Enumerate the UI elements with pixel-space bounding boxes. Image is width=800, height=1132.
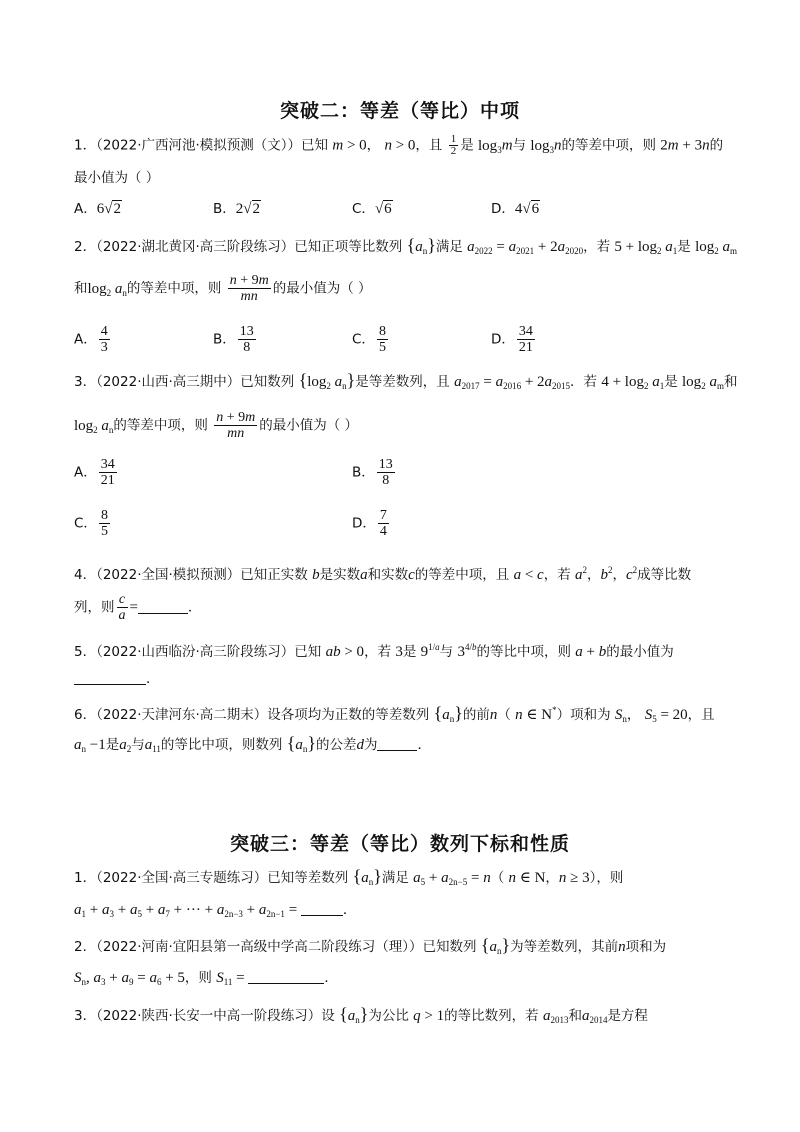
answer-blank-3-1[interactable] — [301, 901, 343, 916]
question-2-4-line2: 列，则 $\frac{c}{a}$ = ． — [74, 592, 202, 623]
question-2-3-line2: $\log_2 a_n$的等差中项，则 $\frac{n + 9m}{mn}$ 的最小值为（ ） — [74, 410, 359, 441]
option-2-2-a[interactable]: A． $\frac{4}{3}$ — [74, 324, 108, 355]
question-2-4-line1: 4．（2022·全国·模拟预测）已知正实数 b是实数a和实数c的等差中项，且 a < c，若 $a^2$，$b^2$，$c^2$成等比数 — [74, 565, 692, 583]
question-3-2-line2: $S_n$, $a_3 + a_9 = a_6 + 5$，则 $S_{11}$ = ． — [74, 970, 338, 987]
question-2-5-line1: 5．（2022·山西临汾·高三阶段练习）已知 ab > 0，若 3是 $9^{1/a}$与 $3^{4/b}$的等比中项，则 a + b的最小值为 — [74, 642, 674, 660]
option-2-1-c[interactable]: C．√6 — [352, 201, 392, 217]
question-2-5-line2: ． — [74, 669, 160, 689]
option-2-1-d[interactable]: D．4√6 — [491, 201, 540, 217]
option-2-2-c[interactable]: C． $\frac{8}{5}$ — [352, 324, 386, 355]
answer-blank-2-5[interactable] — [74, 670, 146, 685]
question-2-1-line1: 1．（2022·广西河池·模拟预测（文））已知 m > 0， n > 0，且 $\frac{1}{2}$ 是 $\log_3m$与 $\log_3n$的等差中项，则 2m + 3n的 — [74, 133, 724, 157]
section3-title: 突破三：等差（等比）数列下标和性质 — [229, 833, 570, 855]
option-2-1-b[interactable]: B．2√2 — [213, 201, 260, 217]
question-3-1-line1: 1．（2022·全国·高三专题练习）已知等差数列 $\{a_n\}$满足 $a_5 + a_{2n-5} = n$（ n ∈ N，n ≥ 3），则 — [74, 866, 624, 887]
option-2-3-d[interactable]: D． $\frac{7}{4}$ — [352, 508, 387, 539]
answer-blank-2-4[interactable] — [138, 599, 188, 614]
question-3-2-line1: 2．（2022·河南·宜阳县第一高级中学高二阶段练习（理））已知数列 $\{a_n\}$为等差数列，其前n项和为 — [74, 935, 667, 956]
question-2-3-line1: 3．（2022·山西·高三期中）已知数列 {$\log_2$ $a_n$}是等差数列，且 $a_{2017} = a_{2016} + 2a_{2015}$．若 $4 + \log_2 a_1$是 $\log_2 a_m$和 — [74, 370, 738, 391]
option-2-3-b[interactable]: B． $\frac{13}{8}$ — [352, 457, 393, 488]
question-3-3-line1: 3．（2022·陕西·长安一中高一阶段练习）设 $\{a_n\}$为公比 q > 1的等比数列，若 $a_{2013}$和$a_{2014}$是方程 — [74, 1004, 648, 1025]
answer-blank-3-2[interactable] — [248, 969, 324, 984]
question-2-2-line2: 和$\log_2 a_n$的等差中项，则 $\frac{n + 9m}{mn}$ 的最小值为（ ） — [74, 273, 372, 304]
section2-title: 突破二：等差（等比）中项 — [279, 100, 520, 122]
question-3-1-line2: $a_1 + a_3 + a_5 + a_7$ + ··· + $a_{2n-3} + a_{2n-1}$ = ． — [74, 902, 357, 919]
answer-blank-2-6[interactable] — [377, 736, 417, 751]
question-2-1-line2: 最小值为（ ） — [74, 170, 160, 186]
option-2-3-a[interactable]: A． $\frac{34}{21}$ — [74, 457, 115, 488]
option-2-1-a[interactable]: A．6√2 — [74, 201, 121, 217]
question-2-6-line1: 6．（2022·天津河东·高二期末）设各项均为正数的等差数列 $\{a_n\}$的前n（ n ∈ N*）项和为 $S_n$， $S_5 = 20$，且 — [74, 703, 715, 724]
question-2-6-line2: $a_n -1$是$a_2$与$a_{11}$的等比中项，则数列 $\{a_n\}$的公差d为 ． — [74, 733, 431, 754]
question-2-2-line1: 2．（2022·湖北黄冈·高三阶段练习）已知正项等比数列 $\{a_n\}$满足 $a_{2022} = a_{2021} + 2a_{2020}$，若 $5 + \log_2 a_1$是 $\log_2 a_m$ — [74, 235, 738, 256]
option-2-2-b[interactable]: B． $\frac{13}{8}$ — [213, 324, 254, 355]
option-2-2-d[interactable]: D． $\frac{34}{21}$ — [491, 324, 533, 355]
option-2-3-c[interactable]: C． $\frac{8}{5}$ — [74, 508, 108, 539]
